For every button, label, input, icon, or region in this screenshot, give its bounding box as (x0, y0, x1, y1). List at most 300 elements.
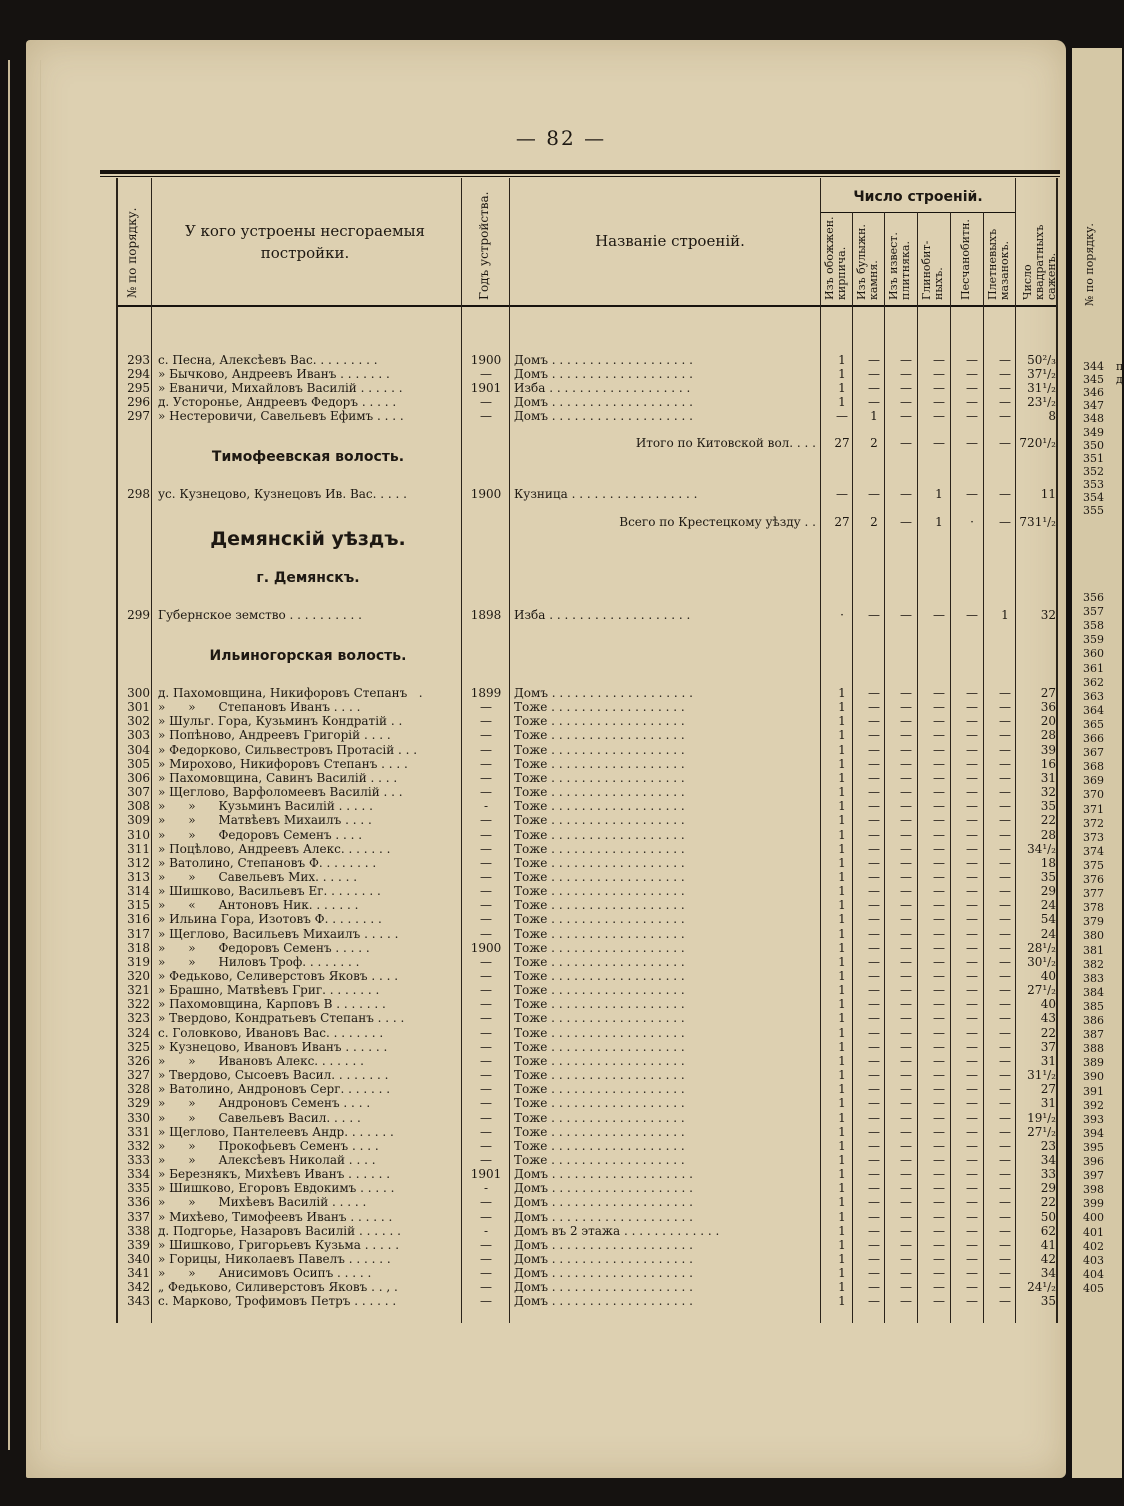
total-c3: — (900, 436, 912, 450)
row-count-4: — (933, 813, 945, 828)
row-count-1: 1 (838, 898, 846, 913)
row-count-1: 1 (838, 785, 846, 800)
row-number: 320 (127, 969, 150, 983)
row-count-4: — (933, 770, 945, 785)
row-count-1: 1 (838, 912, 846, 927)
row-building: Тоже . . . . . . . . . . . . . . . . . . (514, 813, 685, 828)
total-c4: — (933, 436, 945, 450)
row-year: — (480, 869, 492, 884)
row-count-1: 1 (838, 1124, 846, 1139)
row-building: Тоже . . . . . . . . . . . . . . . . . . (514, 756, 685, 771)
row-count-3: — (900, 1096, 912, 1111)
row-count-2: — (868, 1209, 880, 1224)
row-owner: „ Федьково, Силиверстовъ Яковъ . . , . (158, 1280, 398, 1295)
row-owner: » Попѣново, Андреевъ Григорій . . . . (158, 728, 391, 743)
row-count-2: — (868, 1167, 880, 1182)
row-year: — (480, 1124, 492, 1139)
row-count-5: — (966, 827, 978, 842)
row-count-3: — (900, 898, 912, 913)
row-count-5: — (966, 912, 978, 927)
row-count-6: — (999, 1209, 1011, 1224)
table-row (0, 1167, 1122, 1181)
row-count-4: — (933, 1181, 945, 1196)
table-row (0, 983, 1122, 997)
row-building: Тоже . . . . . . . . . . . . . . . . . . (514, 969, 685, 983)
row-count-4: — (933, 409, 945, 423)
row-year: — (480, 1096, 492, 1111)
row-owner: » » Анисимовъ Осипъ . . . . . (158, 1266, 372, 1281)
row-year: — (480, 756, 492, 771)
right-row-number: 378 (1083, 901, 1104, 915)
table-row (0, 742, 1122, 760)
right-row-number: 359 (1083, 633, 1104, 647)
row-count-5: — (966, 1252, 978, 1266)
row-count-4: — (933, 395, 945, 409)
total-area: 731¹/₂ (1019, 515, 1056, 529)
row-count-5: — (966, 1039, 978, 1054)
row-building: Домъ . . . . . . . . . . . . . . . . . . . (514, 686, 693, 700)
table-row (0, 1210, 1122, 1224)
row-count-2: — (868, 926, 880, 941)
row-count-2: — (868, 1181, 880, 1196)
section-timofeev: Тимофеевская волость. (211, 449, 405, 465)
row-count-1: 1 (838, 1096, 846, 1111)
row-count-5: — (966, 1195, 978, 1210)
right-row-number: 383 (1083, 971, 1104, 985)
row-count-3: — (900, 1124, 912, 1139)
row-count-4: — (933, 827, 945, 842)
row-count-6: — (999, 869, 1011, 884)
row-number: 303 (127, 728, 150, 743)
row-building: Тоже . . . . . . . . . . . . . . . . . . (514, 954, 685, 969)
row-owner: » » Савельевъ Васил. . . . . (158, 1110, 361, 1125)
table-row (0, 700, 1122, 714)
right-row-number: 397 (1083, 1169, 1104, 1183)
right-row-number: 404 (1083, 1267, 1104, 1281)
right-row-number: 379 (1083, 915, 1104, 929)
row-year: — (480, 1195, 492, 1210)
row-count-6: — (999, 686, 1011, 700)
row-count-5: — (966, 1223, 978, 1238)
row-count-2: — (868, 1294, 880, 1309)
row-count-3: — (900, 1252, 912, 1266)
right-row-number: 381 (1083, 943, 1104, 957)
right-row-number: 376 (1083, 873, 1104, 886)
row-count-4: — (933, 1025, 945, 1040)
row-count-2: — (868, 884, 880, 899)
row-year: — (480, 1039, 492, 1054)
row-number: 315 (127, 898, 150, 913)
row-year: 1901 (470, 381, 502, 395)
row-building: Тоже . . . . . . . . . . . . . . . . . . (514, 940, 685, 955)
row-year: — (480, 409, 492, 423)
row-year: — (480, 813, 492, 828)
row-area: 28 (1040, 827, 1056, 842)
row-owner: » Березнякъ, Михѣевъ Иванъ . . . . . . (158, 1167, 391, 1182)
row-count-4: — (933, 1039, 945, 1054)
row-count-1: 1 (838, 884, 846, 899)
row-count-5: — (966, 813, 978, 828)
row-count-5: — (966, 1237, 978, 1252)
row-owner: д. Подгорье, Назаровъ Василій . . . . . . (158, 1223, 401, 1238)
total-c6: — (999, 515, 1011, 529)
row-area: 8 (1048, 409, 1056, 423)
table-row (0, 686, 1122, 700)
row-count-2: — (868, 983, 880, 998)
row-count-2: — (868, 714, 880, 729)
row-count-1: · (840, 608, 844, 622)
total-c2: 2 (870, 436, 878, 450)
row-count-6: — (999, 756, 1011, 771)
header-year: Годъ устройства. (477, 191, 491, 300)
row-count-4: — (933, 714, 945, 729)
table-row (0, 1068, 1122, 1082)
right-row-number: 370 (1083, 788, 1104, 802)
row-count-1: — (836, 487, 848, 501)
row-count-3: — (900, 1039, 912, 1054)
row-area: 30¹/₂ (1027, 954, 1056, 969)
row-building: Тоже . . . . . . . . . . . . . . . . . . (514, 785, 685, 800)
row-count-4: — (933, 381, 945, 395)
row-number: 327 (127, 1068, 150, 1083)
row-area: 28 (1040, 728, 1056, 743)
header-owner: У кого устроены несгораемыя постройки. (184, 222, 426, 262)
row-count-1: 1 (838, 997, 846, 1012)
row-count-2: — (868, 1280, 880, 1295)
row-year: — (480, 912, 492, 927)
row-number: 294 (127, 367, 150, 381)
row-number: 298 (127, 487, 150, 501)
row-building: Тоже . . . . . . . . . . . . . . . . . . (514, 742, 685, 757)
row-count-2: — (868, 770, 880, 785)
row-count-5: — (966, 381, 978, 395)
row-count-5: — (966, 785, 978, 800)
row-area: 23 (1040, 1138, 1056, 1153)
row-count-6: — (999, 1124, 1011, 1139)
table-row (0, 870, 1122, 884)
row-owner: » » Ниловъ Троф. . . . . . . . (158, 954, 360, 969)
row-year: 1901 (470, 1167, 502, 1182)
row-count-3: — (900, 1011, 912, 1026)
table-row (0, 856, 1122, 870)
row-area: 31¹/₂ (1027, 381, 1056, 395)
row-count-6: — (999, 395, 1011, 409)
row-count-4: — (933, 940, 945, 955)
total-c5: — (966, 436, 978, 450)
row-count-5: — (966, 869, 978, 884)
row-count-5: — (966, 395, 978, 409)
header-rule-top (100, 170, 1060, 174)
row-building: Тоже . . . . . . . . . . . . . . . . . . (514, 926, 685, 941)
row-count-5: — (966, 686, 978, 700)
table-row (0, 912, 1122, 929)
row-count-3: — (900, 869, 912, 884)
row-count-4: — (933, 1068, 945, 1083)
row-year: — (480, 1082, 492, 1097)
row-count-4: — (933, 1294, 945, 1309)
row-area: 24 (1040, 926, 1056, 941)
row-year: - (483, 1181, 489, 1196)
row-area: 31¹/₂ (1027, 1068, 1056, 1083)
row-count-5: — (966, 1138, 978, 1153)
row-count-2: — (868, 487, 880, 501)
table-row (0, 898, 1122, 915)
row-year: — (480, 1025, 492, 1040)
row-building: Домъ . . . . . . . . . . . . . . . . . . . (514, 1209, 693, 1224)
table-row (0, 714, 1122, 728)
table-row (0, 813, 1122, 827)
row-count-2: — (868, 1237, 880, 1252)
total-area: 720¹/₂ (1019, 436, 1056, 450)
row-owner: д. Пахомовщина, Никифоровъ Степанъ . (158, 686, 423, 700)
row-count-2: — (868, 353, 880, 367)
row-count-4: — (933, 756, 945, 771)
right-row-number: 405 (1083, 1281, 1104, 1295)
row-count-5: — (966, 487, 978, 501)
row-building: Тоже . . . . . . . . . . . . . . . . . . (514, 884, 685, 899)
row-count-4: — (933, 1138, 945, 1153)
right-row-number: 363 (1083, 689, 1104, 703)
row-count-3: — (900, 954, 912, 969)
row-owner: » » Федоровъ Семенъ . . . . . (158, 940, 370, 955)
table-row (0, 1153, 1122, 1167)
row-count-5: — (966, 983, 978, 998)
row-number: 341 (127, 1266, 150, 1281)
row-count-3: — (900, 1068, 912, 1083)
right-row-number: 400 (1083, 1211, 1104, 1225)
row-year: — (480, 1252, 492, 1266)
row-owner: » Щеглово, Варфоломеевъ Василій . . . (158, 785, 403, 800)
row-count-2: — (868, 395, 880, 409)
row-count-6: — (999, 1025, 1011, 1040)
row-count-6: — (999, 1039, 1011, 1054)
row-owner: д. Усторонье, Андреевъ Федоръ . . . . . (158, 395, 397, 409)
right-row-number: 387 (1083, 1028, 1104, 1042)
row-count-5: — (966, 1167, 978, 1182)
row-count-6: — (999, 940, 1011, 955)
row-building: Тоже . . . . . . . . . . . . . . . . . . (514, 855, 685, 870)
row-count-2: — (868, 969, 880, 983)
table-row (0, 1280, 1122, 1294)
row-area: 42 (1040, 1252, 1056, 1266)
row-count-2: — (868, 1096, 880, 1111)
row-count-3: — (900, 969, 912, 983)
row-year: 1900 (470, 353, 502, 367)
row-owner: » Михѣево, Тимофеевъ Иванъ . . . . . . (158, 1209, 393, 1224)
row-count-6: — (999, 827, 1011, 842)
row-count-2: — (868, 1223, 880, 1238)
row-count-6: — (999, 770, 1011, 785)
table-row (0, 1011, 1122, 1025)
row-count-1: 1 (838, 367, 846, 381)
row-owner: » Щеглово, Пантелеевъ Андр. . . . . . . (158, 1124, 394, 1139)
row-count-6: — (999, 1138, 1011, 1153)
row-count-4: — (933, 969, 945, 983)
row-count-6: — (999, 1223, 1011, 1238)
row-owner: » Поцѣлово, Андреевъ Алекс. . . . . . . (158, 841, 391, 856)
row-count-2: — (868, 785, 880, 800)
row-count-4: — (933, 855, 945, 870)
row-number: 295 (127, 381, 150, 395)
row-count-4: — (933, 841, 945, 856)
row-count-6: — (999, 1195, 1011, 1210)
row-area: 31 (1040, 1096, 1056, 1111)
row-owner: » » Алексѣевъ Николай . . . . (158, 1152, 376, 1167)
right-row-number: 399 (1083, 1197, 1104, 1211)
row-count-2: — (868, 1053, 880, 1068)
row-count-5: — (966, 1124, 978, 1139)
row-area: 24¹/₂ (1027, 1280, 1056, 1295)
row-number: 309 (127, 813, 150, 828)
row-number: 330 (127, 1110, 150, 1125)
row-area: 32 (1040, 785, 1056, 800)
row-count-4: — (933, 785, 945, 800)
row-number: 339 (127, 1237, 150, 1252)
row-number: 333 (127, 1152, 150, 1167)
header-num: № по порядку. (125, 207, 139, 298)
row-count-3: — (900, 855, 912, 870)
row-count-3: — (900, 367, 912, 381)
row-area: 22 (1040, 813, 1056, 828)
row-owner: » » Прокофьевъ Семенъ . . . . (158, 1138, 379, 1153)
row-count-2: — (868, 1138, 880, 1153)
row-building: Домъ . . . . . . . . . . . . . . . . . . . (514, 1167, 693, 1182)
row-count-4: — (933, 1209, 945, 1224)
row-count-4: — (933, 728, 945, 743)
table-row (0, 1181, 1122, 1195)
row-count-1: 1 (838, 841, 846, 856)
row-year: — (480, 1110, 492, 1125)
table-row (0, 608, 1122, 622)
row-number: 328 (127, 1082, 150, 1097)
table-row (0, 1224, 1122, 1238)
row-area: 29 (1040, 1181, 1056, 1196)
row-count-2: — (868, 1110, 880, 1125)
row-count-6: — (999, 1294, 1011, 1309)
row-count-1: 1 (838, 813, 846, 828)
row-count-5: — (966, 728, 978, 743)
row-count-4: — (933, 1252, 945, 1266)
row-count-4: — (933, 1124, 945, 1139)
total-c5: · (970, 515, 974, 529)
row-count-6: — (999, 1181, 1011, 1196)
table-row (0, 1040, 1122, 1054)
row-year: — (480, 728, 492, 743)
row-count-4: — (933, 1223, 945, 1238)
table-row (0, 884, 1122, 901)
row-number: 326 (127, 1053, 150, 1068)
row-year: — (480, 395, 492, 409)
row-area: 23¹/₂ (1027, 395, 1056, 409)
row-count-5: — (966, 756, 978, 771)
row-owner: » » Матвѣевъ Михаилъ . . . . (158, 813, 372, 828)
row-number: 314 (127, 884, 150, 899)
row-year: — (480, 785, 492, 800)
right-row-number: 352 (1083, 464, 1104, 478)
row-number: 296 (127, 395, 150, 409)
row-number: 336 (127, 1195, 150, 1210)
total-c6: — (999, 436, 1011, 450)
row-count-5: — (966, 1025, 978, 1040)
row-year: — (480, 1266, 492, 1281)
table-row (0, 1139, 1122, 1153)
row-count-2: — (868, 954, 880, 969)
row-count-2: — (868, 855, 880, 870)
total-c3: — (900, 515, 912, 529)
row-number: 335 (127, 1181, 150, 1196)
row-building: Кузница . . . . . . . . . . . . . . . . . (514, 487, 698, 501)
row-building: Домъ . . . . . . . . . . . . . . . . . . . (514, 1280, 693, 1295)
row-number: 312 (127, 855, 150, 870)
header-rule-sub (100, 176, 1060, 177)
row-year: — (480, 983, 492, 998)
row-year: — (480, 827, 492, 842)
row-year: — (480, 1138, 492, 1153)
row-count-2: — (868, 728, 880, 743)
row-owner: » Щеглово, Васильевъ Михаилъ . . . . . (158, 926, 399, 941)
right-row-number: 367 (1083, 746, 1104, 760)
row-building: Домъ въ 2 этажа . . . . . . . . . . . . . (514, 1223, 720, 1238)
row-building: Тоже . . . . . . . . . . . . . . . . . . (514, 983, 685, 998)
right-row-number: 349 (1083, 425, 1104, 439)
row-count-3: — (900, 686, 912, 700)
row-building: Домъ . . . . . . . . . . . . . . . . . . . (514, 367, 693, 381)
row-count-6: — (999, 855, 1011, 870)
row-count-3: — (900, 409, 912, 423)
row-building: Тоже . . . . . . . . . . . . . . . . . . (514, 1096, 685, 1111)
right-row-number: 371 (1083, 802, 1104, 816)
row-count-2: 1 (870, 409, 878, 423)
row-count-2: — (868, 1252, 880, 1266)
row-year: — (480, 1068, 492, 1083)
header-c6: Плетневыхъ мазанокъ. (986, 228, 1011, 300)
right-row-letter: д (1116, 373, 1123, 387)
row-count-1: 1 (838, 1011, 846, 1026)
row-area: 20 (1040, 714, 1056, 729)
row-count-4: — (933, 700, 945, 715)
table-row (0, 1125, 1122, 1139)
row-number: 321 (127, 983, 150, 998)
row-count-5: — (966, 742, 978, 757)
row-owner: » Федорково, Сильвестровъ Протасій . . . (158, 742, 418, 757)
row-area: 35 (1040, 869, 1056, 884)
row-number: 340 (127, 1252, 150, 1266)
row-number: 299 (127, 608, 150, 622)
row-count-6: — (999, 742, 1011, 757)
right-row-number: 354 (1083, 491, 1104, 504)
row-count-2: — (868, 827, 880, 842)
row-building: Тоже . . . . . . . . . . . . . . . . . . (514, 1082, 685, 1097)
total-c2: 2 (870, 515, 878, 529)
row-number: 310 (127, 827, 150, 842)
row-count-4: — (933, 1237, 945, 1252)
table-row (0, 728, 1122, 742)
row-area: 34 (1040, 1152, 1056, 1167)
row-count-2: — (868, 1195, 880, 1210)
row-count-4: — (933, 1152, 945, 1167)
row-area: 27¹/₂ (1027, 1124, 1056, 1139)
row-count-3: — (900, 785, 912, 800)
row-count-1: 1 (838, 395, 846, 409)
right-row-number: 403 (1083, 1253, 1104, 1267)
row-count-4: — (933, 353, 945, 367)
row-count-6: — (999, 1096, 1011, 1111)
row-count-6: — (999, 728, 1011, 743)
row-count-1: 1 (838, 940, 846, 955)
row-count-2: — (868, 756, 880, 771)
row-owner: » Твердово, Кондратьевъ Степанъ . . . . (158, 1011, 405, 1026)
row-count-3: — (900, 487, 912, 501)
